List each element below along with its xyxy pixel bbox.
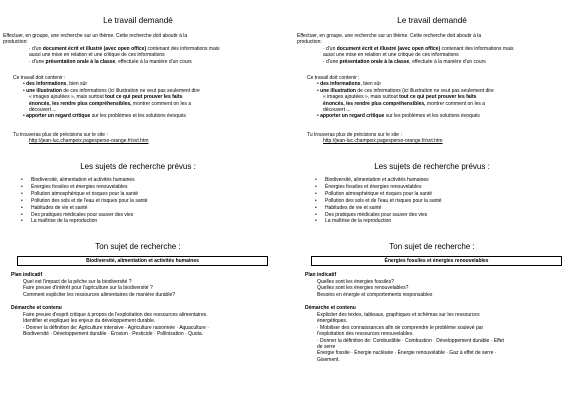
content-item-cont: découvert ...: [29, 107, 57, 114]
production-item: · d'une présentation orale à la classe, effectuée à la manière d'un cours: [323, 58, 486, 65]
your-subject-box: Biodiversité, alimentation et activités humaines: [17, 256, 268, 266]
list-item: • Énergies fossiles et énergies renouvelables: [21, 184, 148, 191]
approach-line: énergétiques.: [317, 318, 348, 325]
list-item: • Énergies fossiles et énergies renouvelables: [315, 184, 442, 191]
approach-line: Biodiversité · Développement durable · Érosion · Pesticide · Pollinisation · Quota.: [23, 331, 204, 338]
content-label: Ce travail doit contenir :: [307, 75, 360, 81]
intro-block: [297, 33, 566, 65]
intro-line: production:: [297, 39, 322, 46]
plan-item: Besoins en énergie et comportements responsables: [317, 291, 433, 298]
approach-title: Démarche et contenu: [11, 305, 62, 311]
site-label: Tu trouveras plus de précisions sur le site :: [13, 132, 108, 138]
content-item-cont: « images ajoutées », mais surtout tout ce qui peut prouver les faits: [29, 94, 183, 101]
content-item: • des informations, bien sûr: [317, 81, 382, 88]
approach-line: de serre: [317, 344, 336, 351]
production-item: · d'un document écrit et illustré (avec open office) contenant des informations mais: [323, 45, 514, 52]
plan-item: Quelles sont les énergies fossiles?: [317, 279, 394, 285]
plan-item: Faire preuve d'intérêt pour l'agriculture sur la biodiversité ?: [23, 285, 153, 292]
content-block: [297, 75, 566, 120]
content-block: [3, 75, 273, 120]
content-item-cont: énoncés, les rendre plus compréhensibles, montrer comment on les a: [323, 100, 486, 107]
site-link[interactable]: http://jean-luc.champeix.pagesperso-orange.fr/svt.htm: [29, 138, 149, 145]
plan-title: Plan indicatif: [305, 272, 337, 278]
list-item: • Pollution des sols et de l'eau et risques pour la santé: [315, 198, 442, 205]
list-item: • La maîtrise de la reproduction: [315, 218, 442, 225]
plan-item: Quelles sont les énergies renouvelables?: [317, 285, 409, 292]
approach-line: · Donner la définition de: Combustible · Combustion · Développement durable · Effet: [317, 337, 504, 344]
approach-block: [3, 312, 273, 338]
site-label: Tu trouveras plus de précisions sur le site :: [307, 132, 402, 138]
approach-line: · Donner la définition de: Agriculture intensive · Agriculture raisonnée · Aquaculture ·: [23, 324, 209, 331]
right-sheet: [297, 0, 566, 400]
content-item-cont: découvert ...: [323, 107, 351, 114]
site-link[interactable]: http://jean-luc.champeix.pagesperso-orange.fr/svt.htm: [323, 138, 443, 145]
content-item: • une illustration de ces informations (ici illustration ne veut pas seulement dire: [317, 87, 494, 94]
list-item: • Habitudes de vie et santé: [21, 205, 148, 212]
list-item: • La maîtrise de la reproduction: [21, 218, 148, 225]
approach-line: · Mobiliser des connaissances afin de comprendre le problème soulevé par: [317, 324, 484, 331]
production-item-cont: aussi une mise en relation et une critique de ces informations: [29, 52, 165, 59]
list-item: • Pollution atmosphérique et risques pour la santé: [315, 191, 442, 198]
approach-line: l'exploitation des ressources renouvelables.: [317, 331, 414, 338]
left-sheet: [3, 0, 273, 400]
plan-block: [297, 279, 566, 298]
list-item: • Pollution des sols et de l'eau et risques pour la santé: [21, 198, 148, 205]
subjects-title: Les sujets de recherche prévus :: [374, 162, 490, 171]
production-item: · d'un document écrit et illustré (avec open office) contenant des informations mais: [29, 45, 220, 52]
approach-line: Faire preuve d'esprit critique à propos de l'exploitation des ressources alimentaires.: [23, 312, 208, 318]
content-item: • une illustration de ces informations (ici illustration ne veut pas seulement dire: [23, 87, 200, 94]
site-block: [3, 132, 273, 145]
plan-title: Plan indicatif: [11, 272, 43, 278]
content-item-cont: « images ajoutées », mais surtout tout ce qui peut prouver les faits: [323, 94, 477, 101]
content-label: Ce travail doit contenir :: [13, 75, 66, 81]
list-item: • Biodiversité, alimentation et activités humaines: [21, 177, 148, 184]
content-item: • apporter un regard critique sur les problèmes et les solutions évoqués: [317, 113, 480, 120]
approach-line: Gisement.: [317, 356, 340, 363]
production-item-cont: aussi une mise en relation et une critique de ces informations: [323, 52, 459, 59]
approach-line: Expliciter des textes, tableaux, graphiques et schémas sur les ressources: [317, 312, 480, 318]
plan-item: Quel est l'impact de la pêche sur la biodiversité ?: [23, 279, 132, 285]
list-item: • Biodiversité, alimentation et activités humaines: [315, 177, 442, 184]
your-subject-title: Ton sujet de recherche :: [389, 242, 475, 251]
intro-line: Effectuer, en groupe, une recherche sur un thème. Cette recherche doit aboutir à la: [3, 33, 188, 39]
your-subject-title: Ton sujet de recherche :: [95, 242, 181, 251]
subjects-list: [315, 177, 442, 225]
task-title: Le travail demandé: [397, 16, 467, 25]
plan-item: Comment expliciter les ressources alimentaires de manière durable?: [23, 291, 176, 298]
list-item: • Des pratiques médicales pour sauver des vies: [21, 212, 148, 219]
content-item-cont: énoncés, les rendre plus compréhensibles, montrer comment on les a: [29, 100, 192, 107]
content-item: • des informations, bien sûr: [23, 81, 88, 88]
list-item: • Des pratiques médicales pour sauver des vies: [315, 212, 442, 219]
intro-line: production:: [3, 39, 28, 46]
intro-line: Effectuer, en groupe, une recherche sur un thème. Cette recherche doit aboutir à la: [297, 33, 482, 39]
subjects-title: Les sujets de recherche prévus :: [80, 162, 196, 171]
approach-line: Énergie fossile · Énergie nucléaire · Énergie renouvelable · Gaz à effet de serre ·: [317, 350, 497, 357]
task-title: Le travail demandé: [103, 16, 173, 25]
subjects-list: [21, 177, 148, 225]
your-subject-box: Énergies fossiles et énergies renouvelables: [311, 256, 562, 266]
approach-block: [297, 312, 566, 363]
site-block: [297, 132, 566, 145]
list-item: • Habitudes de vie et santé: [315, 205, 442, 212]
production-item: · d'une présentation orale à la classe, effectuée à la manière d'un cours: [29, 58, 192, 65]
intro-block: [3, 33, 273, 65]
content-item: • apporter un regard critique sur les problèmes et les solutions évoqués: [23, 113, 186, 120]
list-item: • Pollution atmosphérique et risques pour la santé: [21, 191, 148, 198]
approach-title: Démarche et contenu: [305, 305, 356, 311]
approach-line: Identifier et expliquer les enjeux du développement durable.: [23, 318, 156, 325]
plan-block: [3, 279, 273, 298]
